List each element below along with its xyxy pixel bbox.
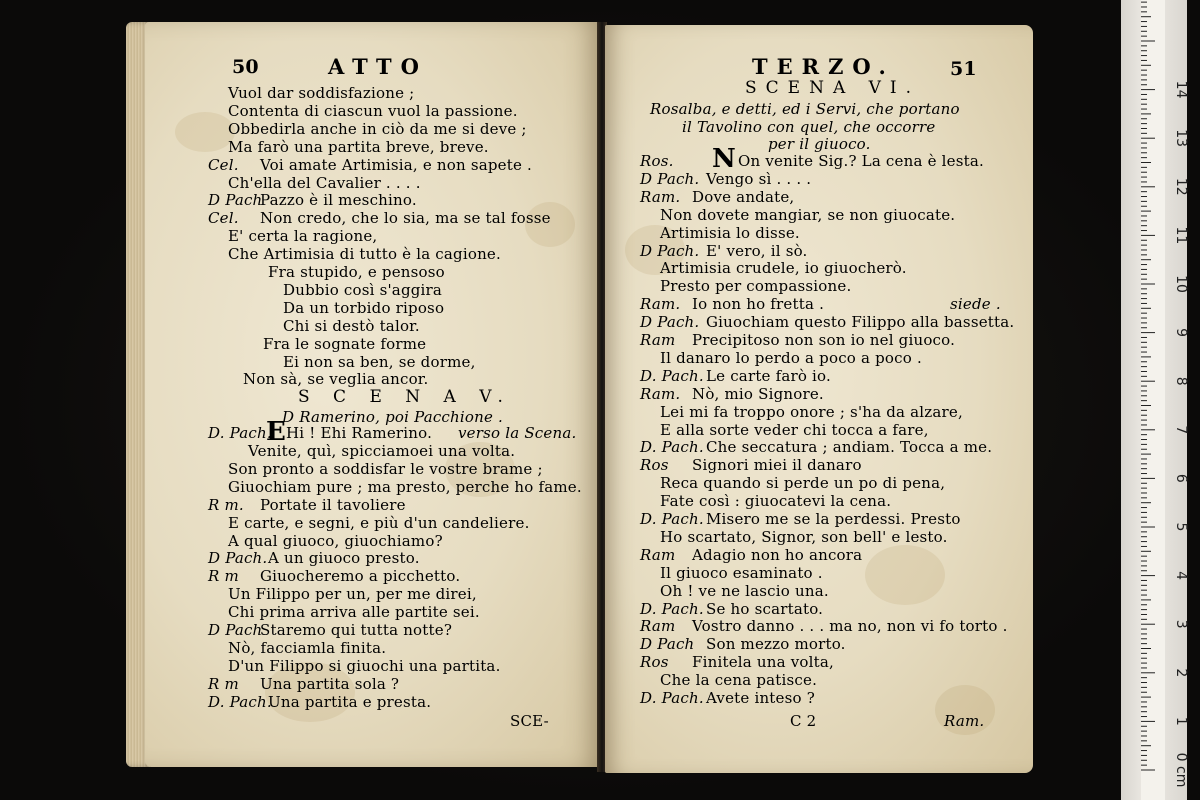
scene-description: il Tavolino con quel, che occorre xyxy=(682,117,936,136)
ruler-label: 10 xyxy=(1173,275,1189,293)
running-header: TERZO. xyxy=(752,54,895,79)
verse-line: Io non ho fretta . xyxy=(692,295,825,314)
verse-line: Chi si destò talor. xyxy=(283,316,420,335)
verse-line: Che Artimisia di tutto è la cagione. xyxy=(228,245,501,264)
speaker-label: D Pach. xyxy=(640,169,700,188)
stage-direction: verso la Scena. xyxy=(458,424,577,443)
verse-line: Non credo, che lo sia, ma se tal fosse xyxy=(260,209,551,228)
verse-line: Un Filippo per un, per me direi, xyxy=(228,585,477,604)
ruler-label: 13 xyxy=(1173,129,1189,148)
verse-line: E alla sorte veder chi tocca a fare, xyxy=(660,420,929,439)
verse-line: Artimisia lo disse. xyxy=(660,223,800,242)
verse-line: Giuochiam questo Filippo alla bassetta. xyxy=(706,313,1015,332)
speaker-label: Ros xyxy=(640,456,669,475)
verse-line: Non dovete mangiar, se non giuocate. xyxy=(660,205,956,224)
verse-line: Hi ! Ehi Ramerino. xyxy=(286,424,433,443)
verse-line: Staremo qui tutta notte? xyxy=(260,621,453,639)
verse-line: Reca quando si perde un po di pena, xyxy=(660,474,946,493)
verse-line: Chi prima arriva alle partite sei. xyxy=(228,603,480,622)
verse-line: Contenta di ciascun vuol la passione. xyxy=(228,101,518,120)
verse-line: Il danaro lo perdo a poco a poco . xyxy=(660,348,922,367)
speaker-label: D. Pach. xyxy=(640,689,704,707)
catchword: SCE- xyxy=(510,712,549,730)
scene-description: D Ramerino, poi Pacchione . xyxy=(282,408,503,427)
ruler-label: 7 xyxy=(1173,425,1189,435)
ruler-label: 9 xyxy=(1173,328,1189,338)
speaker-label: D. Pach. xyxy=(640,599,704,618)
scene-heading: S C E N A V. xyxy=(298,387,512,408)
ruler-label: 12 xyxy=(1173,177,1189,196)
speaker-label: R m xyxy=(208,567,239,586)
verse-line: Ch'ella del Cavalier . . . . xyxy=(228,173,421,192)
verse-line: Oh ! ve ne lascio una. xyxy=(660,581,829,600)
verse-line: Fra stupido, e pensoso xyxy=(268,263,445,281)
verse-line: Dubbio così s'aggira xyxy=(283,280,443,299)
verse-line: Il giuoco esaminato . xyxy=(660,563,823,582)
verse-line: Se ho scartato. xyxy=(706,599,824,618)
speaker-label: D Pach xyxy=(640,635,695,654)
verse-line: Vostro danno . . . ma no, non vi fo torto . xyxy=(692,617,1008,636)
verse-line: Obbedirla anche in ciò da me si deve ; xyxy=(228,119,527,138)
ruler-label: 4 xyxy=(1173,571,1189,581)
speaker-label: D. Pach. xyxy=(208,424,272,443)
verse-line: Nò, facciamla finita. xyxy=(228,638,387,657)
ruler-label: 14 xyxy=(1173,80,1189,99)
verse-line: Ma farò una partita breve, breve. xyxy=(228,137,489,156)
speaker-label: Ros. xyxy=(640,152,674,170)
ruler-label: 8 xyxy=(1173,376,1189,386)
drop-cap: N xyxy=(712,144,736,174)
verse-line: Ei non sa ben, se dorme, xyxy=(283,352,476,371)
verse-line: Son pronto a soddisfar le vostre brame ; xyxy=(228,459,543,478)
speaker-label: D. Pach. xyxy=(640,438,704,457)
verse-line: Da un torbido riposo xyxy=(283,298,445,317)
scene-description: Rosalba, e detti, ed i Servi, che portano xyxy=(650,100,960,118)
verse-line: Son mezzo morto. xyxy=(706,635,846,654)
stage-direction: siede . xyxy=(950,295,1001,314)
speaker-label: R m. xyxy=(208,495,244,514)
verse-line: Presto per compassione. xyxy=(660,277,852,296)
speaker-label: D Pach. xyxy=(208,549,268,568)
verse-line: On venite Sig.? La cena è lesta. xyxy=(738,152,984,170)
ruler-label: 0 cm xyxy=(1173,752,1189,788)
speaker-label: D. Pach. xyxy=(208,692,272,711)
speaker-label: D Pach xyxy=(208,621,263,639)
verse-line: Lei mi fa troppo onore ; s'ha da alzare, xyxy=(660,402,963,421)
measurement-ruler xyxy=(1121,0,1187,800)
speaker-label: Ram. xyxy=(640,295,681,314)
verse-line: Le carte farò io. xyxy=(706,366,831,385)
verse-line: Artimisia crudele, io giuocherò. xyxy=(660,259,907,278)
verse-line: Signori miei il danaro xyxy=(692,456,862,475)
drop-cap: E xyxy=(266,417,287,448)
speaker-label: R m xyxy=(208,674,239,693)
scene-heading: SCENA VI. xyxy=(745,78,921,98)
speaker-label: D. Pach. xyxy=(640,510,704,528)
speaker-label: Ram xyxy=(640,545,676,564)
speaker-label: D Pach. xyxy=(640,313,700,332)
verse-line: Adagio non ho ancora xyxy=(692,545,863,564)
ruler-strip xyxy=(1141,0,1165,800)
verse-line: E carte, e segni, e più d'un candeliere. xyxy=(228,513,530,532)
verse-line: Misero me se la perdessi. Presto xyxy=(706,510,961,528)
verse-line: Nò, mio Signore. xyxy=(692,384,824,403)
verse-line: Che la cena patisce. xyxy=(660,671,818,690)
verse-line: Finitela una volta, xyxy=(692,653,834,672)
ruler-label: 3 xyxy=(1173,619,1189,629)
running-header: ATTO xyxy=(328,54,428,79)
ruler-label: 1 xyxy=(1173,716,1189,726)
verse-line: Precipitoso non son io nel giuoco. xyxy=(692,331,956,349)
verse-line: Non sà, se veglia ancor. xyxy=(243,370,429,389)
speaker-label: Cel. xyxy=(208,209,239,228)
verse-line: Giuochiam pure ; ma presto, perche ho fame. xyxy=(228,477,582,496)
verse-line: Voi amate Artimisia, e non sapete . xyxy=(260,155,532,174)
catchword: Ram. xyxy=(944,712,985,730)
verse-line: Dove andate, xyxy=(692,187,795,206)
signature-mark: C 2 xyxy=(790,712,817,730)
ruler-label: 11 xyxy=(1173,226,1189,245)
verse-line: Portate il tavoliere xyxy=(260,495,406,514)
ruler-label: 5 xyxy=(1173,522,1189,532)
verse-line: D'un Filippo si giuochi una partita. xyxy=(228,656,501,675)
page-number: 51 xyxy=(950,58,977,80)
speaker-label: D Pach xyxy=(208,191,263,210)
verse-line: Vuol dar soddisfazione ; xyxy=(228,84,415,102)
verse-line: Pazzo è il meschino. xyxy=(260,191,417,210)
verse-line: Una partita e presta. xyxy=(268,692,432,711)
verse-line: A un giuoco presto. xyxy=(268,549,420,568)
verse-line: Ho scartato, Signor, son bell' e lesto. xyxy=(660,527,948,546)
verse-line: Avete inteso ? xyxy=(706,689,815,707)
ruler-label: 2 xyxy=(1173,668,1189,678)
verse-line: Fra le sognate forme xyxy=(263,334,427,353)
verse-line: A qual giuoco, giuochiamo? xyxy=(228,531,443,550)
page-number: 50 xyxy=(232,56,259,78)
speaker-label: Ram xyxy=(640,617,676,636)
verse-line: Vengo sì . . . . xyxy=(706,169,812,188)
verse-line: Venite, quì, spicciamoei una volta. xyxy=(248,442,516,460)
verse-line: Fate così : giuocatevi la cena. xyxy=(660,492,892,511)
verse-line: Giuocheremo a picchetto. xyxy=(260,567,461,586)
ruler-label: 6 xyxy=(1173,473,1189,483)
speaker-label: D. Pach. xyxy=(640,366,704,385)
speaker-label: D Pach. xyxy=(640,241,700,260)
speaker-label: Ram. xyxy=(640,187,681,206)
verse-line: E' vero, il sò. xyxy=(706,241,808,260)
speaker-label: Ram xyxy=(640,331,676,349)
scene-description: per il giuoco. xyxy=(768,135,871,153)
speaker-label: Ram. xyxy=(640,384,681,403)
speaker-label: Cel. xyxy=(208,155,239,174)
speaker-label: Ros xyxy=(640,653,669,672)
verse-line: Una partita sola ? xyxy=(260,674,400,693)
verse-line: E' certa la ragione, xyxy=(228,227,378,246)
verse-line: Che seccatura ; andiam. Tocca a me. xyxy=(706,438,993,457)
